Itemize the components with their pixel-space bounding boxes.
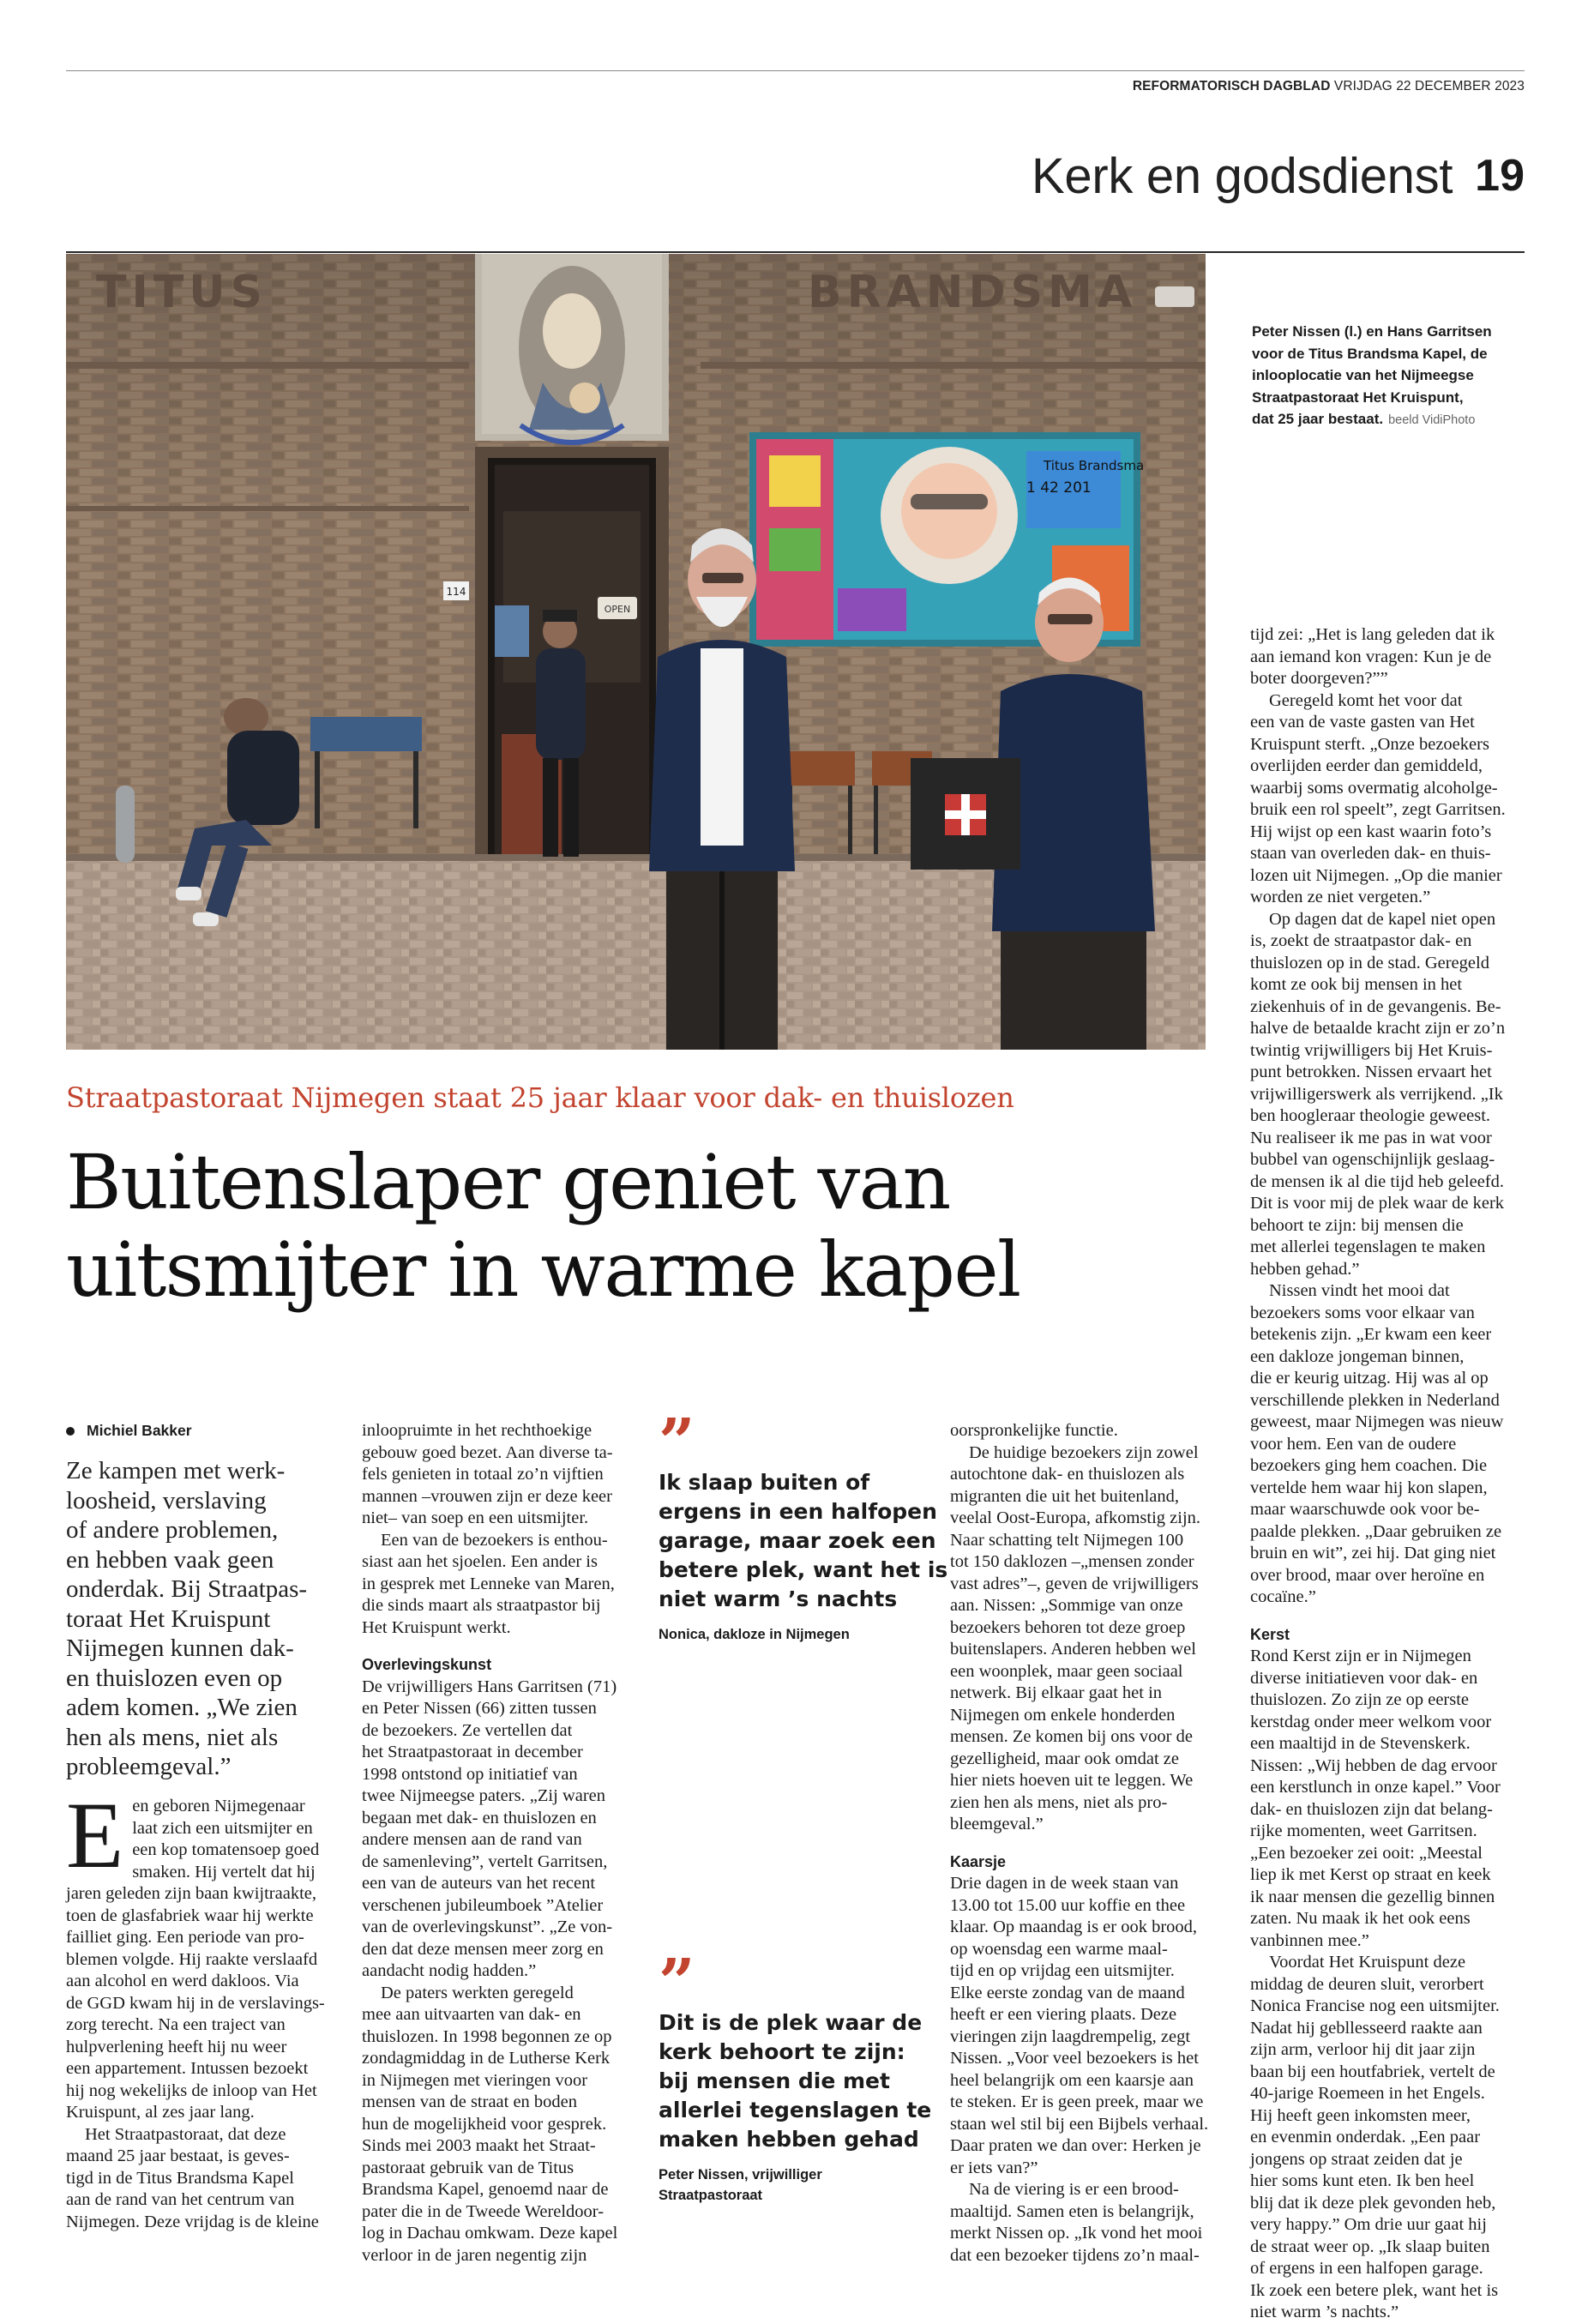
paragraph [950,1442,1226,1836]
text-line: komt ze ook bij mensen in het [1250,975,1463,994]
pull-quote-text [659,2008,933,2154]
text-line: log in Dachau omkwam. Deze kapel [362,2224,618,2243]
text-line: geweest, maar Nijmegen was nieuw [1250,1412,1504,1431]
text-line: punt betrokken. Nissen ervaart het [1250,1063,1492,1081]
text-line: de GGD kwam hij in de verslavings- [66,1993,325,2013]
text-line: netwerk. Bij elkaar gaat het in [950,1683,1163,1702]
text-line: en Peter Nissen (66) zitten tussen [362,1699,597,1718]
text-line: Nijmegen om enkele honderden [950,1705,1176,1725]
banner-text-name: Titus Brandsma [1044,458,1145,473]
quote-mark-icon: ” [659,1946,690,2020]
text-line: Nissen vindt het mooi dat [1269,1281,1450,1300]
text-line: Nadat hij gebllesseerd raakte aan [1250,2018,1483,2038]
paragraph [1250,1952,1526,2324]
text-line: fels genieten in totaal zo’n vijftien [362,1465,604,1484]
text-line: Daar praten we dan over: Herken je [950,2136,1201,2155]
text-line: twee Nijmeegse paters. „Zij waren [362,1786,606,1805]
text-line: een van de auteurs van het recent [362,1874,596,1893]
text-line: maaltijd. Samen eten is belangrijk, [950,2201,1194,2221]
text-line: siast aan het sjoelen. Een ander is [362,1552,598,1571]
text-line: heel belangrijk om een kaarsje aan [950,2070,1194,2090]
text-line: vanbinnen mee.” [1250,1930,1369,1950]
text-line: liep ik met Kerst op straat en keek [1250,1865,1491,1884]
text-line: de samenleving”, vertelt Garritsen, [362,1851,608,1871]
text-line: Geregeld komt het voor dat [1269,690,1463,710]
text-line: Nissen. „Voor veel bezoekers is het [950,2049,1199,2068]
caption-line: Straatpastoraat Het Kruispunt, [1252,388,1464,406]
text-line: aandacht nodig hadden.” [362,1961,537,1980]
text-line: de mensen ik al die tijd heb geleefd. [1250,1171,1505,1191]
text-line: Sinds mei 2003 maakt het Straat- [362,2136,596,2155]
headline-line-1: Buitenslaper geniet van [66,1138,950,1226]
author-name: Michiel Bakker [87,1422,192,1439]
text-line: tijd en op vrijdag een uitsmijter. [950,1961,1175,1980]
text-line: aan iemand kon vragen: Kun je de [1250,647,1492,666]
paragraph [1250,690,1526,909]
masthead [1133,79,1525,94]
text-line: een van de vaste gasten van Het [1250,713,1475,732]
text-line: dak- en thuislozen zijn dat belang- [1250,1799,1493,1819]
text-line: Nonica Francise nog een uitsmijter. [1250,1996,1500,2015]
facade-text-right: BRANDSMA [808,267,1138,318]
text-line: hier niets hoeven uit te leggen. We [950,1771,1194,1790]
paragraph [1250,1280,1526,1609]
text-line: middag de deuren sluit, verorbert [1250,1974,1484,1994]
pull-quote-attribution [659,2164,933,2206]
facade-text-left: TITUS [96,267,268,318]
text-line: over brood, maar over heroïne en [1250,1565,1485,1585]
text-line: de bezoekers. Ze vertellen dat [362,1720,573,1740]
intro-line: Ze kampen met werk- [66,1457,286,1484]
text-line: de straat weer op. „Ik slaap buiten [1250,2237,1490,2256]
paragraph [362,1530,638,1640]
text-line: tot 150 daklozen –„mensen zonder [950,1552,1194,1571]
pull-quote-line: Dit is de plek waar de [659,2010,923,2035]
text-line: bezoekers ging hem coachen. Die [1250,1456,1488,1475]
paragraph [362,1983,638,2267]
text-line: zijn arm, verloor hij dit jaar zijn [1250,2040,1476,2059]
text-line: andere mensen aan de rand van [362,1830,582,1849]
text-line: Nu realiseer ik me pas in wat voor [1250,1128,1492,1147]
text-line: zaten. Nu maak ik het ook eens [1250,1909,1471,1928]
text-line: oorspronkelijke functie. [950,1421,1118,1440]
text-line: rijke momenten, weet Garritsen. [1250,1821,1477,1840]
text-line: diverse initiatieven voor dak- en [1250,1668,1478,1688]
text-line: Kruispunt, al zes jaar lang. [66,2103,255,2122]
text-line: niet– van soep en een uitsmijter. [362,1508,589,1527]
text-line: verschenen jubileumboek ”Atelier [362,1895,604,1915]
text-line: thuislozen op in de stad. Geregeld [1250,953,1489,972]
text-line: tijd zei: „Het is lang geleden dat ik [1250,625,1495,644]
headline-line-2: uitsmijter in warme kapel [66,1225,1020,1314]
paragraph [1250,624,1526,690]
text-line: in Nijmegen met vieringen voor [362,2070,588,2090]
intro-line: en hebben vaak geen [66,1545,274,1574]
text-line: maand 25 jaar bestaat, is geves- [66,2146,290,2165]
text-line: 13.00 tot 15.00 uur koffie en thee [950,1895,1186,1915]
text-line: een woonplek, maar geen sociaal [950,1661,1183,1681]
text-line: Nijmegen. Deze vrijdag is de kleine [66,2212,319,2231]
body-column-4 [950,1420,1226,2267]
body-column-5 [1250,624,1526,2324]
text-line: een maaltijd in de Stevenskerk. [1250,1734,1471,1753]
section-rule [66,251,1525,253]
text-line: niet warm ’s nachts.” [1250,2303,1399,2321]
paragraph [950,1873,1226,2179]
text-line: mensen van de straat en boden [362,2092,578,2111]
text-line: is, zoekt de straatpastor dak- en [1250,931,1472,950]
text-line: Hij heeft geen inkomsten meer, [1250,2105,1471,2125]
pull-quote-line: allerlei tegenslagen te [659,2098,932,2122]
text-line: den dat deze mensen meer zorg en [362,1939,604,1959]
paragraph [950,2179,1226,2267]
pull-quote-line: maken hebben gehad [659,2127,919,2152]
pull-quote-1 [659,1406,948,1645]
text-line: bubbel van ogenschijnlijk geslaag- [1250,1150,1495,1169]
text-line: gezelligheid, maar ook omdat ze [950,1749,1179,1768]
text-line: het Straatpastoraat in december [362,1743,583,1761]
pull-quote-line: garage, maar zoek een [659,1528,936,1553]
door-sign: OPEN [604,604,631,615]
subhead-kerst: Kerst [1250,1625,1290,1643]
text-line: halve de betaalde kracht zijn er zo’n [1250,1019,1506,1038]
text-line: mensen. Ze komen bij ons voor de [950,1727,1193,1746]
intro-line: probleemgeval.” [66,1753,232,1780]
text-line: failliet ging. Een periode van pro- [66,1928,304,1947]
chapel-photo-illustration [66,254,1206,1050]
text-line: klaar. Op maandag is er ook brood, [950,1918,1198,1936]
text-line: gebouw goed bezet. Aan diverse ta- [362,1442,613,1462]
pull-quote-line: ergens in een halfopen [659,1499,937,1524]
text-line: jaren geleden zijn baan kwijtraakte, [66,1884,316,1903]
text-line: hulpverlening heeft hij nu weer [66,2037,287,2056]
text-line: vast adres”–, geven de vrijwilligers [950,1574,1199,1593]
text-line: ben hoogleraar theologie geweest. [1250,1106,1491,1125]
text-line: Het Straatpastoraat, dat deze [85,2124,286,2144]
banner-text-dates: 1 42 201 [1026,479,1092,497]
caption-line: Peter Nissen (l.) en Hans Garritsen [1252,323,1492,340]
pull-quote-line: Ik slaap buiten of [659,1470,870,1495]
pull-quote-line: niet warm ’s nachts [659,1586,898,1611]
text-line: Hij wijst op een kast waarin foto’s [1250,822,1492,841]
text-line: worden ze niet vergeten.” [1250,888,1431,906]
text-line: lozen uit Nijmegen. „Op die manier [1250,865,1502,885]
intro-line: adem komen. „We zien [66,1694,298,1721]
intro-line: of andere problemen, [66,1516,279,1544]
text-line: merkt Nissen op. „Ik vond het mooi [950,2224,1203,2243]
text-line: maar waarschuwde ook voor be- [1250,1500,1480,1519]
text-line: Drie dagen in de week staan van [950,1874,1179,1893]
paragraph [66,2124,342,2234]
text-line: migranten die uit het buitenland, [950,1486,1180,1506]
text-line: ik naar mensen die gezellig binnen [1250,1887,1495,1906]
text-line: blemen volgde. Hij raakte verslaafd [66,1949,318,1969]
text-line: zondagmiddag in de Lutherse Kerk [362,2049,611,2068]
text-line: en geboren Nijmegenaar [132,1797,305,1815]
text-line: staan wel stil bij een Bijbels verhaal. [950,2114,1209,2134]
byline [66,1422,192,1440]
text-line: thuislozen. Zo zijn ze op eerste [1250,1690,1470,1709]
text-line: bruin en wit”, zei hij. Dat ging niet [1250,1544,1496,1562]
intro-line: en thuislozen even op [66,1664,283,1692]
text-line: vieringen zijn laagdrempelig, zegt [950,2026,1191,2046]
text-line: autochtone dak- en thuislozen als [950,1465,1185,1484]
mosaic-madonna [475,254,669,443]
text-line: laat zich een uitsmijter en [132,1818,313,1838]
text-line: begaan met dak- en thuislozen en [362,1808,597,1827]
text-line: Het Kruispunt werkt. [362,1617,511,1637]
text-line: bezoekers soms voor elkaar van [1250,1303,1475,1322]
issue-date: VRIJDAG 22 DECEMBER 2023 [1333,79,1525,93]
text-line: aan alcohol en werd dakloos. Via [66,1972,299,1990]
text-line: aan. Nissen: „Sommige van onze [950,1596,1183,1615]
paragraph [362,1420,638,1530]
text-line: boter doorgeven?”” [1250,669,1388,688]
text-line: met allerlei tegenslagen te maken [1250,1237,1486,1256]
intro-line: hen als mens, niet als [66,1723,279,1751]
text-line: in gesprek met Lenneke van Maren, [362,1574,615,1593]
text-line: bleemgeval.” [950,1815,1044,1833]
subhead-kaarsje: Kaarsje [950,1852,1007,1870]
text-line: baan bij een houtfabriek, vertelt de [1250,2062,1495,2081]
text-line: vertelde hem waar hij kon slapen, [1250,1478,1488,1497]
text-line: te steken. Er is geen preek, maar we [950,2092,1204,2111]
text-line: van de overlevingskunst”. „Ze von- [362,1918,613,1936]
spacer [362,1639,638,1654]
text-line: bruik een rol speelt”, zegt Garritsen. [1250,800,1506,819]
text-line: Kruispunt sterft. „Onze bezoekers [1250,734,1489,754]
body-column-1 [66,1783,342,2233]
page-number: 19 [1475,151,1525,201]
text-line: thuislozen. In 1998 begonnen ze op [362,2026,612,2046]
text-line: Naar schatting telt Nijmegen 100 [950,1530,1184,1550]
caption-line: inlooplocatie van het Nijmeegse [1252,367,1474,383]
text-line: 40-jarige Roemeen in het Engels. [1250,2084,1485,2103]
text-line: buitenslapers. Anderen hebben wel [950,1640,1196,1659]
text-line: voor hem. Een van de oudere [1250,1434,1457,1454]
caption-line: voor de Titus Brandsma Kapel, de [1252,345,1488,362]
text-line: Voordat Het Kruispunt deze [1269,1953,1466,1972]
section-header [1032,139,1525,213]
text-line: aan de rand van het centrum van [66,2190,295,2209]
attribution-line: Peter Nissen, vrijwilliger [659,2167,822,2183]
text-line: een appartement. Intussen bezoekt [66,2059,309,2078]
text-line: 1998 ontstond op initiatief van [362,1764,578,1784]
text-line: of ergens in een halfopen garage. [1250,2259,1483,2278]
jubilee-book [911,758,1020,870]
paragraph [362,1677,638,1983]
byline-bullet [66,1427,75,1436]
section-title: Kerk en godsdienst [1032,148,1453,204]
text-line: behoort te zijn: bij mensen die [1250,1215,1464,1235]
photo-credit: beeld VidiPhoto [1388,413,1476,427]
text-line: vrijwilligerswerk als verrijkend. „Ik [1250,1084,1503,1104]
quote-mark-icon: ” [659,1406,690,1479]
pull-quote-2 [659,1946,933,2206]
text-line: paalde plekken. „Daar gebruiken ze [1250,1521,1502,1541]
text-line: hier soms kunt eten. Ik ben heel [1250,2171,1475,2190]
text-line: zorg terecht. Na een traject van [66,2015,286,2034]
drop-cap: E [66,1783,124,1887]
text-line: en evenmin onderdak. „Een paar [1250,2128,1481,2146]
text-line: mannen –vrouwen zijn er deze keer [362,1486,612,1506]
intro [66,1456,340,1782]
text-line: die sinds maart als straatpastor bij [362,1596,601,1615]
caption-line [1252,408,1525,432]
text-line: ziekenhuis of in de gevangenis. Be- [1250,996,1501,1016]
text-line: hun de mogelijkheid voor gesprek. [362,2114,607,2134]
text-line: Op dagen dat de kapel niet open [1269,909,1496,929]
text-line: overlijden eerder dan gemiddeld, [1250,756,1483,775]
text-line: „Een bezoeker zei ooit: „Meestal [1250,1843,1483,1863]
text-line: De huidige bezoekers zijn zowel [969,1442,1199,1462]
text-line: Elke eerste zondag van de maand [950,1983,1185,2002]
text-line: op woensdag een warme maal- [950,1939,1168,1959]
text-line: verloor in de jaren negentig zijn [362,2245,587,2265]
caption-last-line: dat 25 jaar bestaat. [1252,411,1384,427]
text-line: een dakloze jongeman binnen, [1250,1346,1465,1366]
text-line: betekenis zijn. „Er kwam een keer [1250,1325,1492,1344]
text-line: mee aan uitvaarten van dak- en [362,2005,581,2024]
pull-quote-line: kerk behoort te zijn: [659,2039,905,2064]
paragraph [1250,909,1526,1281]
text-line: pastoraat gebruik van de Titus [362,2158,574,2177]
text-line: hij nog wekelijks de inloop van Het [66,2080,317,2100]
intro-line: toraat Het Kruispunt [66,1605,271,1633]
kicker: Straatpastoraat Nijmegen staat 25 jaar klaar voor dak- en thuislozen [66,1081,1014,1114]
text-line: verschillende plekken in Nederland [1250,1390,1500,1410]
text-line: cocaïne.” [1250,1587,1316,1606]
text-line: inloopruimte in het rechthoekige [362,1421,592,1440]
spacer [1250,1609,1526,1624]
text-line: smaken. Hij vertelt dat hij [132,1862,316,1881]
text-line: blij dat ik deze plek gevonden heb, [1250,2193,1496,2213]
text-line: twintig vrijwilligers bij Het Kruis- [1250,1040,1493,1060]
paragraph [1250,1646,1526,1952]
pull-quote-attribution: Nonica, dakloze in Nijmegen [659,1627,850,1642]
top-rule [66,70,1525,71]
text-line: dat een bezoeker tijdens zo’n maal- [950,2245,1200,2265]
text-line: tigd in de Titus Brandsma Kapel [66,2168,294,2188]
text-line: jongens op straat zeiden dat je [1250,2149,1463,2169]
text-line: waarbij soms overmatig alcoholge- [1250,778,1498,798]
text-line: kerstdag onder meer welkom voor [1250,1712,1492,1731]
text-line: hebben gehad.” [1250,1259,1360,1279]
article-photo [66,254,1206,1050]
text-line: Rond Kerst zijn er in Nijmegen [1250,1647,1471,1665]
text-line: staan van overleden dak- en thuis- [1250,844,1491,863]
text-line: een kop tomatensoep goed [132,1840,320,1859]
pull-quote-text [659,1468,948,1614]
subhead-overlevingskunst: Overlevingskunst [362,1656,492,1673]
text-line: very happy.” Om drie uur gaat hij [1250,2215,1487,2234]
text-line: De paters werkten geregeld [381,1983,574,2002]
photo-caption [1252,321,1525,432]
text-line: bezoekers behoren tot deze groep [950,1617,1186,1637]
attribution-line: Straatpastoraat [659,2188,763,2203]
pull-quote-line: betere plek, want het is [659,1557,948,1582]
text-line: Na de viering is er een brood- [969,2180,1179,2199]
spacer [950,1836,1226,1851]
intro-line: Nijmegen kunnen dak- [66,1635,294,1662]
text-line: pater die in de Tweede Wereldoor- [362,2201,605,2221]
body-column-2 [362,1420,638,2267]
intro-line: loosheid, verslaving [66,1486,267,1514]
text-line: Dit is voor mij de plek waar de kerk [1250,1194,1505,1213]
text-line: toen de glasfabriek waar hij werkte [66,1906,314,1925]
text-line: heeft er een viering plaats. Deze [950,2005,1177,2024]
newspaper-name: REFORMATORISCH DAGBLAD [1132,79,1331,93]
text-line: veelal Oost-Europa, afkomstig zijn. [950,1508,1201,1527]
text-line: De vrijwilligers Hans Garritsen (71) [362,1677,617,1696]
intro-line: onderdak. Bij Straatpas- [66,1575,308,1603]
text-line: Brandsma Kapel, genoemd naar de [362,2180,609,2199]
headline [66,1139,1215,1314]
pull-quote-line: bij mensen die met [659,2068,890,2093]
text-line: Nissen: „Wij hebben de dag ervoor [1250,1755,1497,1775]
text-line: Ik zoek een betere plek, want het is [1250,2280,1499,2300]
text-line: een kerstlunch in onze kapel.” Voor [1250,1778,1501,1797]
text-line: er iets van?” [950,2158,1038,2177]
text-line: die er keurig uitzag. Hij was al op [1250,1369,1489,1388]
house-number: 114 [446,586,466,598]
text-line: Een van de bezoekers is enthou- [381,1530,608,1550]
text-line: zien hen als mens, niet als pro- [950,1792,1168,1812]
